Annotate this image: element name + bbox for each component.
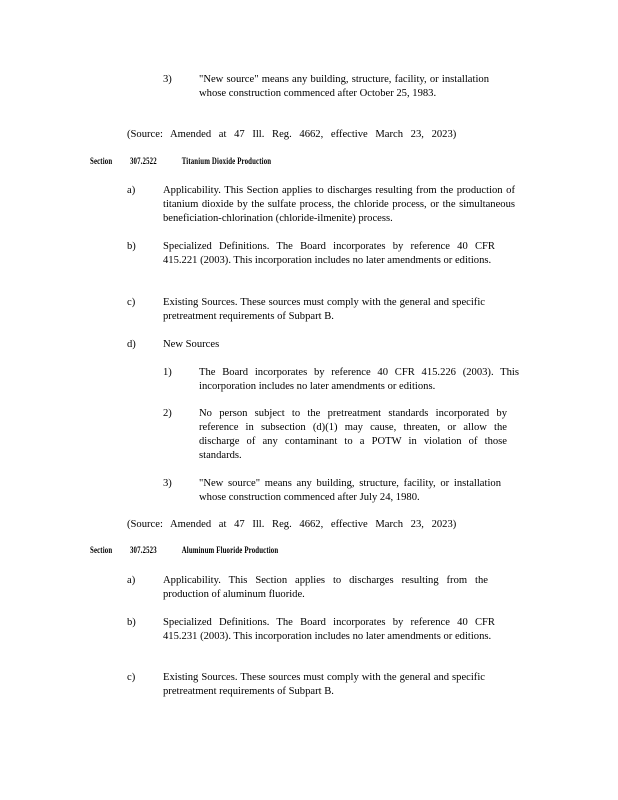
section-label: Section (90, 157, 113, 167)
source-note: (Source: Amended at 47 Ill. Reg. 4662, effective March 23, 2023) (127, 519, 457, 530)
item-text: "New source" means any building, structure, facility, or installation whose construction commenced after July 24, 1980. (199, 478, 501, 503)
section-heading (90, 546, 278, 556)
item-number: 2) (163, 408, 172, 419)
subsection-text: Specialized Definitions. The Board incorporates by reference 40 CFR 415.221 (2003). This incorporation includes no later amendments or editions. (163, 241, 495, 266)
subsection-text: Existing Sources. These sources must comply with the general and specific pretreatment requirements of Subpart B. (163, 672, 485, 697)
source-note: (Source: Amended at 47 Ill. Reg. 4662, effective March 23, 2023) (127, 129, 457, 140)
subsection-text: Applicability. This Section applies to discharges resulting from the production of titanium dioxide by the sulfate process, the chloride process, or the simultaneous beneficiation-chlorination (chloride-ilmenite) process. (163, 185, 515, 224)
subsection-title: New Sources (163, 339, 220, 350)
item-text: "New source" means any building, structure, facility, or installation whose construction commenced after October 25, 1983. (199, 74, 489, 99)
subsection-text: Existing Sources. These sources must comply with the general and specific pretreatment requirements of Subpart B. (163, 297, 485, 322)
subsection-letter: c) (127, 672, 136, 683)
item-number: 1) (163, 367, 172, 378)
subsection-letter: b) (127, 617, 136, 628)
subsection-letter: a) (127, 185, 136, 196)
subsection-letter: c) (127, 297, 136, 308)
subsection-letter: d) (127, 339, 136, 350)
item-text: No person subject to the pretreatment standards incorporated by reference in subsection (d)(1) may cause, threaten, or allow the discharge of any contaminant to a POTW in violation of those standards. (199, 408, 507, 461)
subsection-letter: a) (127, 575, 136, 586)
subsection-text: Applicability. This Section applies to discharges resulting from the production of aluminum fluoride. (163, 575, 488, 600)
item-number: 3) (163, 74, 172, 85)
item-number: 3) (163, 478, 172, 489)
section-number: 307.2522 (129, 157, 157, 167)
section-title: Aluminum Fluoride Production (181, 546, 279, 556)
section-heading (90, 157, 271, 167)
subsection-text: Specialized Definitions. The Board incorporates by reference 40 CFR 415.231 (2003). This incorporation includes no later amendments or editions. (163, 617, 495, 642)
item-text: The Board incorporates by reference 40 CFR 415.226 (2003). This incorporation includes no later amendments or editions. (199, 367, 519, 392)
section-label: Section (90, 546, 113, 556)
subsection-letter: b) (127, 241, 136, 252)
section-title: Titanium Dioxide Production (181, 157, 272, 167)
section-number: 307.2523 (129, 546, 157, 556)
